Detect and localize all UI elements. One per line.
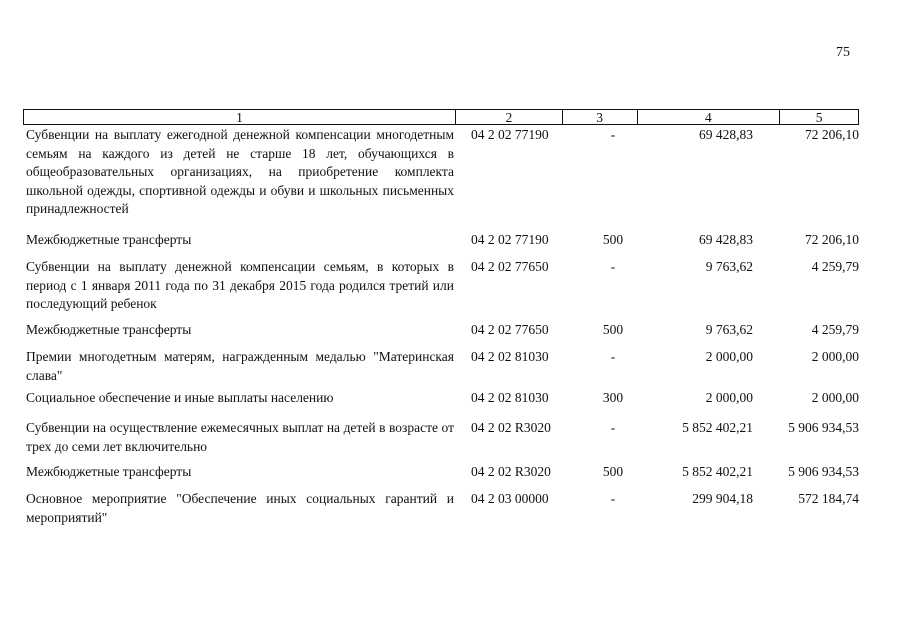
header-col-2: 2	[456, 110, 563, 124]
row-type: 300	[602, 390, 624, 405]
row-code: 04 2 02 77650	[471, 322, 549, 337]
row-code: 04 2 03 00000	[471, 491, 549, 506]
row-name: Премии многодетным матерям, награжденным медалью "Материнская слава"	[26, 349, 454, 383]
header-col-1: 1	[24, 110, 456, 124]
row-name: Основное мероприятие "Обеспечение иных социальных гарантий и мероприятий"	[26, 491, 454, 525]
row-value-col4: 2 000,00	[705, 349, 753, 364]
row-value-col5: 2 000,00	[811, 349, 859, 364]
row-name: Межбюджетные трансферты	[26, 322, 192, 337]
row-value-col5: 4 259,79	[811, 322, 859, 337]
row-value-col4: 69 428,83	[699, 127, 753, 142]
row-value-col5: 572 184,74	[798, 491, 859, 506]
row-type: 500	[602, 464, 624, 479]
row-type: -	[610, 420, 616, 435]
row-code: 04 2 02 81030	[471, 349, 549, 364]
page-number: 75	[836, 45, 850, 60]
row-code: 04 2 02 81030	[471, 390, 549, 405]
row-type: -	[610, 127, 616, 142]
header-col-5: 5	[815, 110, 823, 125]
row-code: 04 2 02 R3020	[471, 420, 551, 435]
row-value-col4: 5 852 402,21	[682, 464, 753, 479]
header-col-3: 3	[563, 110, 638, 124]
row-value-col5: 5 906 934,53	[788, 464, 859, 479]
row-value-col4: 69 428,83	[699, 232, 753, 247]
row-code: 04 2 02 77650	[471, 259, 549, 274]
row-value-col5: 72 206,10	[805, 127, 859, 142]
row-value-col4: 9 763,62	[705, 259, 753, 274]
row-name: Межбюджетные трансферты	[26, 232, 192, 247]
row-type: -	[610, 491, 616, 506]
row-type: -	[610, 349, 616, 364]
row-code: 04 2 02 R3020	[471, 464, 551, 479]
row-name: Социальное обеспечение и иные выплаты населению	[26, 390, 334, 405]
row-name: Субвенции на осуществление ежемесячных выплат на детей в возрасте от трех до семи лет включительно	[26, 420, 454, 454]
header-col-4: 4	[638, 110, 781, 124]
row-type: 500	[602, 322, 624, 337]
row-value-col5: 2 000,00	[811, 390, 859, 405]
row-value-col5: 4 259,79	[811, 259, 859, 274]
row-value-col5: 72 206,10	[805, 232, 859, 247]
row-value-col4: 2 000,00	[705, 390, 753, 405]
row-type: 500	[602, 232, 624, 247]
row-type: -	[610, 259, 616, 274]
row-code: 04 2 02 77190	[471, 127, 549, 142]
row-value-col4: 5 852 402,21	[682, 420, 753, 435]
row-value-col5: 5 906 934,53	[788, 420, 859, 435]
row-code: 04 2 02 77190	[471, 232, 549, 247]
row-name: Субвенции на выплату денежной компенсации семьям, в которых в период с 1 января 2011 года по 31 декабря 2015 года родился третий или последующий ребенок	[26, 259, 454, 311]
table-header	[23, 109, 859, 125]
row-value-col4: 299 904,18	[692, 491, 753, 506]
row-value-col4: 9 763,62	[705, 322, 753, 337]
row-name: Межбюджетные трансферты	[26, 464, 192, 479]
row-name: Субвенции на выплату ежегодной денежной компенсации многодетным семьям на каждого из детей не старше 18 лет, обучающихся в общеобразовательных организациях, на приобретение комплекта школьной одежды, спортивной одежды и обуви и школьных письменных принадлежностей	[26, 127, 454, 216]
